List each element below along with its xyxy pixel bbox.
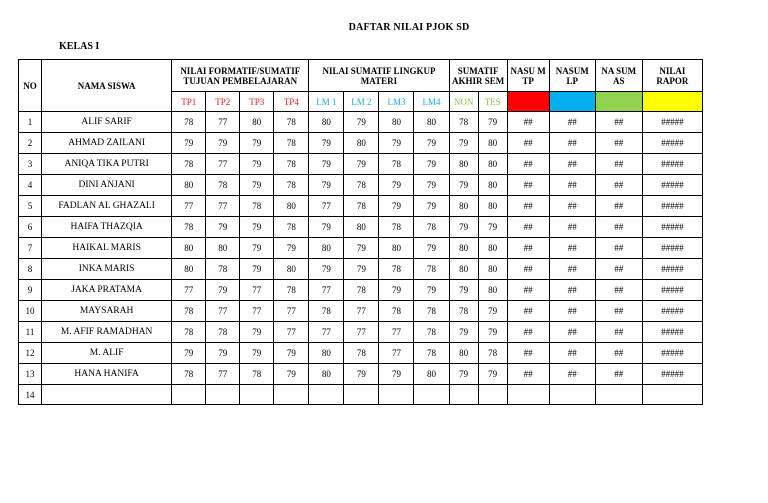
cell-nilai-rapor: ##### bbox=[642, 259, 702, 280]
cell-tp1: 78 bbox=[172, 154, 206, 175]
cell-lm3: 78 bbox=[379, 301, 414, 322]
row-student-name: M. ALIF bbox=[42, 343, 172, 364]
cell-lm3: 78 bbox=[379, 217, 414, 238]
cell-na-sum-as: ## bbox=[595, 322, 642, 343]
cell-lm1: 78 bbox=[309, 301, 344, 322]
table-row bbox=[19, 322, 703, 343]
cell-tp3: 79 bbox=[240, 133, 274, 154]
col-header-nasum-lp: NASUM LP bbox=[549, 60, 595, 92]
cell-lm2: 78 bbox=[344, 175, 379, 196]
cell-sas-non: 79 bbox=[449, 133, 478, 154]
cell-tp3: 77 bbox=[240, 280, 274, 301]
title-text: DAFTAR NILAI PJOK SD bbox=[348, 22, 470, 33]
cell-na-sum-as: ## bbox=[595, 196, 642, 217]
row-student-name: ANIQA TIKA PUTRI bbox=[42, 154, 172, 175]
cell-lm4: 78 bbox=[414, 301, 449, 322]
cell-na-sum-as: ## bbox=[595, 175, 642, 196]
cell-lm2: 78 bbox=[344, 196, 379, 217]
cell-sas-non: 79 bbox=[449, 217, 478, 238]
cell-tp2: 79 bbox=[206, 343, 240, 364]
cell-lm3: 79 bbox=[379, 280, 414, 301]
cell-nasum-lp: ## bbox=[549, 301, 595, 322]
row-no: 5 bbox=[19, 196, 42, 217]
cell-na-sum-as: ## bbox=[595, 259, 642, 280]
cell-nasum-tp: ## bbox=[507, 112, 549, 133]
cell-lm3: 78 bbox=[379, 259, 414, 280]
cell-lm2: 79 bbox=[344, 154, 379, 175]
cell-lm4: 79 bbox=[414, 154, 449, 175]
cell-lm4: 78 bbox=[414, 259, 449, 280]
cell-nasum-tp: ## bbox=[507, 364, 549, 385]
cell-tp4: 79 bbox=[274, 238, 309, 259]
cell-lm1: 80 bbox=[309, 112, 344, 133]
cell-lm2: 79 bbox=[344, 364, 379, 385]
row-no: 6 bbox=[19, 217, 42, 238]
cell-sas-non: 80 bbox=[449, 238, 478, 259]
cell-tp2: 79 bbox=[206, 280, 240, 301]
cell-nilai-rapor: ##### bbox=[642, 196, 702, 217]
cell-nilai-rapor: ##### bbox=[642, 112, 702, 133]
cell-lm2: 78 bbox=[344, 343, 379, 364]
cell-nasum-lp: ## bbox=[549, 112, 595, 133]
row-student-name: HANA HANIFA bbox=[42, 364, 172, 385]
fill-nilai-rapor bbox=[642, 92, 702, 112]
table-row bbox=[19, 385, 703, 405]
cell-nasum-tp: ## bbox=[507, 280, 549, 301]
cell-nilai-rapor: ##### bbox=[642, 154, 702, 175]
col-header-name: NAMA SISWA bbox=[42, 60, 172, 112]
cell-tp2: 79 bbox=[206, 133, 240, 154]
cell-tp2: 77 bbox=[206, 301, 240, 322]
cell-tp4 bbox=[274, 385, 309, 405]
cell-sas-non: 80 bbox=[449, 259, 478, 280]
table-body bbox=[19, 112, 703, 405]
cell-lm1 bbox=[309, 385, 344, 405]
table-row bbox=[19, 196, 703, 217]
cell-sas-tes: 80 bbox=[478, 280, 507, 301]
sub-header-non: NON bbox=[449, 92, 478, 112]
cell-tp4: 78 bbox=[274, 112, 309, 133]
cell-nasum-lp: ## bbox=[549, 217, 595, 238]
cell-tp3: 79 bbox=[240, 343, 274, 364]
fill-nasum-lp bbox=[549, 92, 595, 112]
cell-nasum-tp bbox=[507, 385, 549, 405]
cell-na-sum-as: ## bbox=[595, 301, 642, 322]
cell-sas-non: 79 bbox=[449, 364, 478, 385]
row-no: 7 bbox=[19, 238, 42, 259]
cell-nasum-lp: ## bbox=[549, 364, 595, 385]
cell-tp1: 80 bbox=[172, 175, 206, 196]
cell-lm1: 79 bbox=[309, 259, 344, 280]
row-student-name: M. AFIF RAMADHAN bbox=[42, 322, 172, 343]
cell-tp3: 79 bbox=[240, 217, 274, 238]
table-row bbox=[19, 154, 703, 175]
cell-tp3: 79 bbox=[240, 238, 274, 259]
row-student-name: JAKA PRATAMA bbox=[42, 280, 172, 301]
cell-lm2: 79 bbox=[344, 112, 379, 133]
cell-tp2: 77 bbox=[206, 364, 240, 385]
cell-lm3: 80 bbox=[379, 112, 414, 133]
table-row bbox=[19, 133, 703, 154]
cell-nasum-tp: ## bbox=[507, 217, 549, 238]
cell-tp2: 77 bbox=[206, 112, 240, 133]
cell-lm1: 80 bbox=[309, 238, 344, 259]
row-student-name: HAIKAL MARIS bbox=[42, 238, 172, 259]
cell-na-sum-as: ## bbox=[595, 238, 642, 259]
cell-nasum-lp: ## bbox=[549, 280, 595, 301]
cell-nilai-rapor: ##### bbox=[642, 364, 702, 385]
cell-sas-non: 80 bbox=[449, 154, 478, 175]
cell-nilai-rapor: ##### bbox=[642, 217, 702, 238]
cell-lm4: 78 bbox=[414, 217, 449, 238]
cell-nasum-tp: ## bbox=[507, 133, 549, 154]
cell-na-sum-as: ## bbox=[595, 154, 642, 175]
row-student-name: ALIF SARIF bbox=[42, 112, 172, 133]
cell-nilai-rapor: ##### bbox=[642, 343, 702, 364]
cell-tp2: 78 bbox=[206, 259, 240, 280]
row-student-name: MAYSARAH bbox=[42, 301, 172, 322]
cell-tp3: 79 bbox=[240, 175, 274, 196]
sub-header-lm4: LM4 bbox=[414, 92, 449, 112]
cell-nasum-tp: ## bbox=[507, 301, 549, 322]
cell-sas-tes: 80 bbox=[478, 133, 507, 154]
cell-lm2 bbox=[344, 385, 379, 405]
cell-sas-tes: 80 bbox=[478, 175, 507, 196]
cell-lm4: 78 bbox=[414, 322, 449, 343]
group-header-lm: NILAI SUMATIF LINGKUP MATERI bbox=[309, 60, 449, 92]
cell-lm3: 79 bbox=[379, 196, 414, 217]
cell-tp3: 79 bbox=[240, 322, 274, 343]
sub-header-lm2: LM 2 bbox=[344, 92, 379, 112]
cell-tp3 bbox=[240, 385, 274, 405]
cell-nilai-rapor: ##### bbox=[642, 322, 702, 343]
cell-lm2: 78 bbox=[344, 280, 379, 301]
cell-tp3: 79 bbox=[240, 154, 274, 175]
sub-header-tp4: TP4 bbox=[274, 92, 309, 112]
cell-sas-tes: 80 bbox=[478, 259, 507, 280]
sub-header-lm3: LM3 bbox=[379, 92, 414, 112]
table-row bbox=[19, 238, 703, 259]
cell-lm2: 80 bbox=[344, 217, 379, 238]
cell-na-sum-as: ## bbox=[595, 364, 642, 385]
cell-nasum-lp: ## bbox=[549, 196, 595, 217]
table-row bbox=[19, 217, 703, 238]
cell-lm3: 78 bbox=[379, 154, 414, 175]
cell-sas-tes: 79 bbox=[478, 322, 507, 343]
cell-tp2: 78 bbox=[206, 175, 240, 196]
cell-lm2: 79 bbox=[344, 259, 379, 280]
row-no: 2 bbox=[19, 133, 42, 154]
cell-sas-non: 78 bbox=[449, 301, 478, 322]
cell-tp4: 78 bbox=[274, 175, 309, 196]
cell-lm3: 77 bbox=[379, 322, 414, 343]
cell-lm3: 79 bbox=[379, 133, 414, 154]
cell-sas-tes: 80 bbox=[478, 154, 507, 175]
cell-tp3: 79 bbox=[240, 259, 274, 280]
cell-tp2 bbox=[206, 385, 240, 405]
cell-sas-tes bbox=[478, 385, 507, 405]
cell-nasum-lp: ## bbox=[549, 343, 595, 364]
cell-lm1: 79 bbox=[309, 175, 344, 196]
cell-tp1: 77 bbox=[172, 196, 206, 217]
group-header-sas: SUMATIF AKHIR SEM bbox=[449, 60, 507, 92]
cell-lm4: 80 bbox=[414, 112, 449, 133]
cell-lm1: 80 bbox=[309, 343, 344, 364]
table-row bbox=[19, 112, 703, 133]
table-row bbox=[19, 175, 703, 196]
cell-sas-non: 79 bbox=[449, 175, 478, 196]
cell-sas-non: 78 bbox=[449, 112, 478, 133]
cell-na-sum-as: ## bbox=[595, 112, 642, 133]
cell-tp3: 77 bbox=[240, 301, 274, 322]
cell-na-sum-as: ## bbox=[595, 280, 642, 301]
row-no: 9 bbox=[19, 280, 42, 301]
class-label: KELAS I bbox=[59, 41, 100, 52]
cell-nasum-lp: ## bbox=[549, 154, 595, 175]
table-row bbox=[19, 259, 703, 280]
cell-tp4: 78 bbox=[274, 133, 309, 154]
cell-tp2: 77 bbox=[206, 196, 240, 217]
cell-nasum-lp: ## bbox=[549, 175, 595, 196]
cell-nilai-rapor: ##### bbox=[642, 238, 702, 259]
fill-nasum-tp bbox=[507, 92, 549, 112]
cell-tp4: 78 bbox=[274, 154, 309, 175]
cell-lm3: 79 bbox=[379, 175, 414, 196]
cell-nasum-lp bbox=[549, 385, 595, 405]
cell-lm3: 77 bbox=[379, 343, 414, 364]
cell-lm1: 80 bbox=[309, 364, 344, 385]
cell-nilai-rapor bbox=[642, 385, 702, 405]
cell-lm2: 79 bbox=[344, 238, 379, 259]
cell-na-sum-as: ## bbox=[595, 343, 642, 364]
sub-header-tp1: TP1 bbox=[172, 92, 206, 112]
cell-tp4: 78 bbox=[274, 217, 309, 238]
cell-nasum-tp: ## bbox=[507, 238, 549, 259]
cell-tp2: 77 bbox=[206, 154, 240, 175]
cell-lm1: 77 bbox=[309, 280, 344, 301]
cell-tp4: 79 bbox=[274, 343, 309, 364]
row-no: 10 bbox=[19, 301, 42, 322]
cell-lm3 bbox=[379, 385, 414, 405]
cell-lm4: 78 bbox=[414, 343, 449, 364]
cell-tp1: 80 bbox=[172, 259, 206, 280]
cell-nasum-lp: ## bbox=[549, 322, 595, 343]
cell-tp4: 80 bbox=[274, 259, 309, 280]
row-no: 8 bbox=[19, 259, 42, 280]
cell-lm4: 79 bbox=[414, 280, 449, 301]
cell-lm4: 79 bbox=[414, 175, 449, 196]
cell-nasum-tp: ## bbox=[507, 322, 549, 343]
cell-tp2: 80 bbox=[206, 238, 240, 259]
cell-tp4: 78 bbox=[274, 280, 309, 301]
row-no: 12 bbox=[19, 343, 42, 364]
cell-nasum-tp: ## bbox=[507, 154, 549, 175]
cell-lm1: 77 bbox=[309, 196, 344, 217]
row-no: 1 bbox=[19, 112, 42, 133]
cell-lm4: 80 bbox=[414, 364, 449, 385]
cell-nilai-rapor: ##### bbox=[642, 133, 702, 154]
cell-tp4: 80 bbox=[274, 196, 309, 217]
cell-tp1: 78 bbox=[172, 301, 206, 322]
page-title bbox=[0, 22, 768, 33]
cell-tp1 bbox=[172, 385, 206, 405]
cell-lm2: 77 bbox=[344, 301, 379, 322]
cell-nilai-rapor: ##### bbox=[642, 301, 702, 322]
cell-tp2: 79 bbox=[206, 217, 240, 238]
cell-sas-non: 79 bbox=[449, 322, 478, 343]
cell-nasum-lp: ## bbox=[549, 238, 595, 259]
grades-table bbox=[18, 59, 703, 405]
cell-sas-tes: 79 bbox=[478, 301, 507, 322]
table-row bbox=[19, 280, 703, 301]
cell-nasum-tp: ## bbox=[507, 343, 549, 364]
cell-tp4: 79 bbox=[274, 364, 309, 385]
sub-header-tes: TES bbox=[478, 92, 507, 112]
cell-tp1: 78 bbox=[172, 217, 206, 238]
cell-nasum-lp: ## bbox=[549, 133, 595, 154]
cell-sas-tes: 80 bbox=[478, 238, 507, 259]
row-no: 4 bbox=[19, 175, 42, 196]
cell-sas-non: 80 bbox=[449, 343, 478, 364]
row-student-name: FADLAN AL GHAZALI bbox=[42, 196, 172, 217]
group-header-tp: NILAI FORMATIF/SUMATIF TUJUAN PEMBELAJARAN bbox=[172, 60, 309, 92]
table-row bbox=[19, 301, 703, 322]
cell-na-sum-as: ## bbox=[595, 217, 642, 238]
row-student-name: AHMAD ZAILANI bbox=[42, 133, 172, 154]
cell-tp1: 78 bbox=[172, 112, 206, 133]
cell-lm1: 79 bbox=[309, 133, 344, 154]
sub-header-lm1: LM 1 bbox=[309, 92, 344, 112]
cell-lm1: 79 bbox=[309, 154, 344, 175]
cell-lm4: 79 bbox=[414, 196, 449, 217]
cell-tp1: 77 bbox=[172, 280, 206, 301]
cell-tp4: 77 bbox=[274, 322, 309, 343]
cell-lm1: 77 bbox=[309, 322, 344, 343]
cell-sas-non: 80 bbox=[449, 196, 478, 217]
table-row bbox=[19, 343, 703, 364]
col-header-no: NO bbox=[19, 60, 42, 112]
row-student-name bbox=[42, 385, 172, 405]
cell-nasum-lp: ## bbox=[549, 259, 595, 280]
cell-lm3: 80 bbox=[379, 238, 414, 259]
fill-na-sum-as bbox=[595, 92, 642, 112]
cell-lm4: 79 bbox=[414, 238, 449, 259]
cell-tp3: 78 bbox=[240, 196, 274, 217]
col-header-nilai-rapor: NILAI RAPOR bbox=[642, 60, 702, 92]
cell-nasum-tp: ## bbox=[507, 196, 549, 217]
sub-header-tp3: TP3 bbox=[240, 92, 274, 112]
table-row bbox=[19, 364, 703, 385]
cell-tp4: 77 bbox=[274, 301, 309, 322]
cell-nasum-tp: ## bbox=[507, 175, 549, 196]
row-no: 3 bbox=[19, 154, 42, 175]
sub-header-tp2: TP2 bbox=[206, 92, 240, 112]
cell-tp1: 79 bbox=[172, 343, 206, 364]
cell-na-sum-as: ## bbox=[595, 133, 642, 154]
cell-lm1: 79 bbox=[309, 217, 344, 238]
cell-tp3: 78 bbox=[240, 364, 274, 385]
cell-sas-tes: 78 bbox=[478, 343, 507, 364]
cell-sas-non: 79 bbox=[449, 280, 478, 301]
cell-tp3: 80 bbox=[240, 112, 274, 133]
cell-nasum-tp: ## bbox=[507, 259, 549, 280]
row-no: 13 bbox=[19, 364, 42, 385]
row-student-name: HAIFA THAZQIA bbox=[42, 217, 172, 238]
cell-lm3: 79 bbox=[379, 364, 414, 385]
row-student-name: DINI ANJANI bbox=[42, 175, 172, 196]
cell-lm2: 80 bbox=[344, 133, 379, 154]
cell-lm4: 79 bbox=[414, 133, 449, 154]
cell-tp2: 78 bbox=[206, 322, 240, 343]
cell-sas-tes: 79 bbox=[478, 364, 507, 385]
row-student-name: INKA MARIS bbox=[42, 259, 172, 280]
cell-tp1: 80 bbox=[172, 238, 206, 259]
cell-sas-non bbox=[449, 385, 478, 405]
cell-sas-tes: 79 bbox=[478, 112, 507, 133]
cell-lm2: 77 bbox=[344, 322, 379, 343]
cell-sas-tes: 79 bbox=[478, 217, 507, 238]
cell-nilai-rapor: ##### bbox=[642, 175, 702, 196]
cell-tp1: 78 bbox=[172, 322, 206, 343]
cell-nilai-rapor: ##### bbox=[642, 280, 702, 301]
col-header-nasum-tp: NASU M TP bbox=[507, 60, 549, 92]
cell-tp1: 79 bbox=[172, 133, 206, 154]
row-no: 14 bbox=[19, 385, 42, 405]
row-no: 11 bbox=[19, 322, 42, 343]
cell-na-sum-as bbox=[595, 385, 642, 405]
cell-lm4 bbox=[414, 385, 449, 405]
cell-tp1: 78 bbox=[172, 364, 206, 385]
cell-sas-tes: 80 bbox=[478, 196, 507, 217]
col-header-na-sum-as: NA SUM AS bbox=[595, 60, 642, 92]
